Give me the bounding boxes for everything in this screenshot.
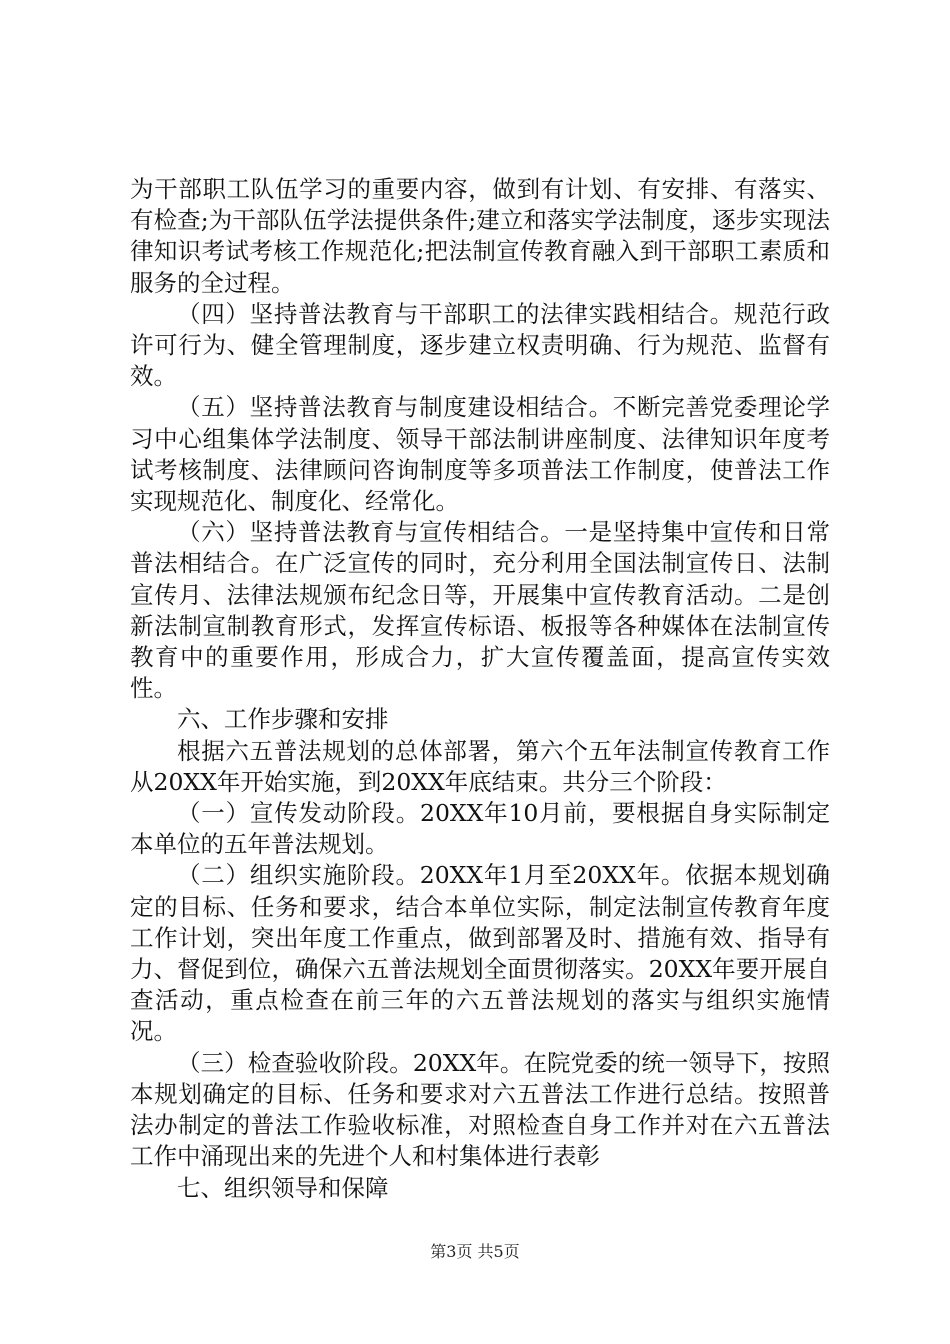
paragraph-continuation: 为干部职工队伍学习的重要内容，做到有计划、有安排、有落实、有检查;为干部队伍学法提供条件;建立和落实学法制度，逐步实现法律知识考试考核工作规范化;把法制宣传教育融入到干部职工素质和服务的全过程。 — [130, 175, 830, 297]
paragraph-section-4: （四）坚持普法教育与干部职工的法律实践相结合。规范行政许可行为、健全管理制度，逐步建立权责明确、行为规范、监督有效。 — [130, 299, 830, 391]
page-number-footer: 第3页 共5页 — [430, 1242, 520, 1261]
heading-work-steps: 六、工作步骤和安排 — [177, 705, 389, 734]
paragraph-stage-1: （一）宣传发动阶段。20XX年10月前，要根据自身实际制定本单位的五年普法规划。 — [130, 799, 830, 859]
paragraph-stage-2: （二）组织实施阶段。20XX年1月至20XX年。依据本规划确定的目标、任务和要求，结合本单位实际，制定法制宣传教育年度工作计划，突出年度工作重点，做到部署及时、措施有效、指导有力、督促到位，确保六五普法规划全面贯彻落实。20XX年要开展自查活动，重点检查在前三年的六五普法规划的落实与组织实施情况。 — [130, 861, 830, 1046]
heading-organization: 七、组织领导和保障 — [177, 1173, 389, 1202]
paragraph-stage-3: （三）检查验收阶段。20XX年。在院党委的统一领导下，按照本规划确定的目标、任务和要求对六五普法工作进行总结。按照普法办制定的普法工作验收标准，对照检查自身工作并对在六五普法工作中涌现出来的先进个人和村集体进行表彰 — [130, 1048, 830, 1171]
paragraph-section-6: （六）坚持普法教育与宣传相结合。一是坚持集中宣传和日常普法相结合。在广泛宣传的同时，充分利用全国法制宣传日、法制宣传月、法律法规颁布纪念日等，开展集中宣传教育活动。二是创新法制宣制教育形式，发挥宣传标语、板报等各种媒体在法制宣传教育中的重要作用，形成合力，扩大宣传覆盖面，提高宣传实效性。 — [130, 518, 830, 703]
paragraph-section-5: （五）坚持普法教育与制度建设相结合。不断完善党委理论学习中心组集体学法制度、领导干部法制讲座制度、法律知识年度考试考核制度、法律顾问咨询制度等多项普法工作制度，使普法工作实现规范化、制度化、经常化。 — [130, 393, 830, 516]
document-body — [130, 174, 830, 1204]
paragraph-overall-plan: 根据六五普法规划的总体部署，第六个五年法制宣传教育工作从20XX年开始实施，到20XX年底结束。共分三个阶段： — [130, 736, 830, 796]
